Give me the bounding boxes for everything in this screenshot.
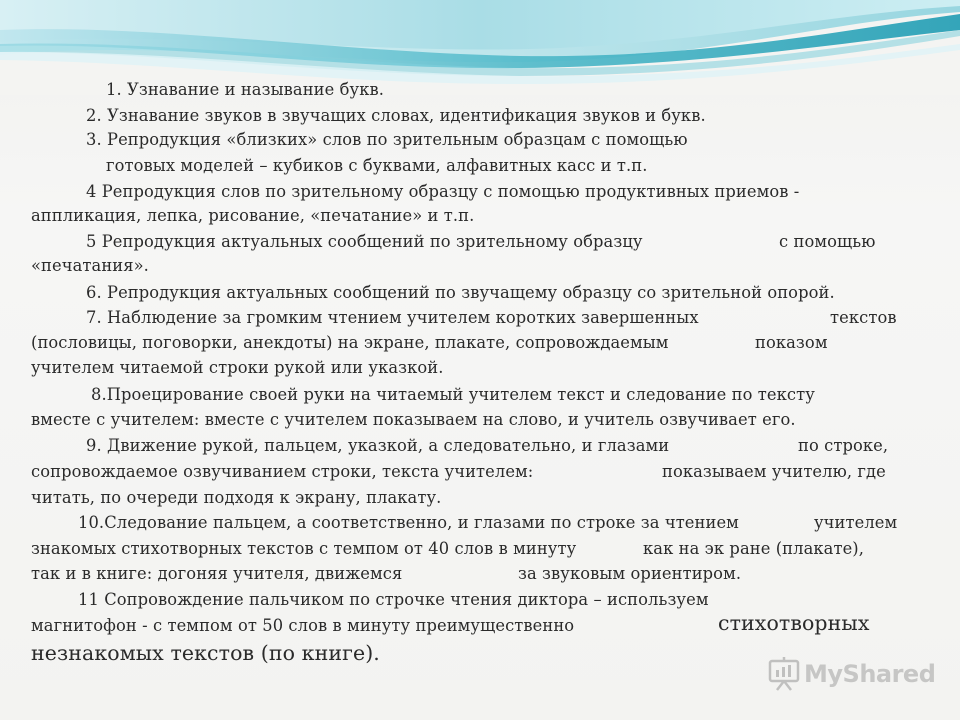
text-line-17: читать, по очереди подходя к экрану, плакату. (31, 488, 442, 507)
text-line-20b: за звуковым ориентиром. (518, 564, 742, 583)
text-line-23: незнакомых текстов (по книге). (31, 641, 380, 665)
text-line-11a: (пословицы, поговорки, анекдоты) на экране, плакате, сопровождаемым (31, 333, 669, 352)
text-line-18a: 10.Следование пальцем, а соответственно, и глазами по строке за чтением (78, 513, 739, 532)
text-line-6: аппликация, лепка, рисование, «печатание» и т.п. (31, 206, 475, 225)
text-line-10b: текстов (830, 308, 897, 327)
text-line-8: «печатания». (31, 256, 149, 275)
watermark-label: MyShared (804, 660, 936, 688)
text-line-15a: 9. Движение рукой, пальцем, указкой, а следовательно, и глазами (86, 436, 670, 455)
text-line-4: готовых моделей – кубиков с буквами, алфавитных касс и т.п. (106, 156, 648, 175)
text-line-7b: с помощью (779, 232, 876, 251)
text-line-18b: учителем (814, 513, 898, 532)
text-line-1: 1. Узнавание и называние букв. (106, 80, 385, 99)
slide-presentation-icon (768, 657, 800, 691)
text-line-21: 11 Сопровождение пальчиком по строчке чтения диктора – используем (78, 590, 709, 609)
text-line-19a: знакомых стихотворных текстов с темпом от 40 слов в минуту (31, 539, 577, 558)
text-line-16a: сопровождаемое озвучиванием строки, текста учителем: (31, 462, 534, 481)
text-line-2: 2. Узнавание звуков в звучащих словах, идентификация звуков и букв. (86, 106, 706, 125)
text-line-9: 6. Репродукция актуальных сообщений по звучащему образцу со зрительной опорой. (86, 283, 835, 302)
text-line-20a: так и в книге: догоняя учителя, движемся (31, 564, 403, 583)
text-line-3: 3. Репродукция «близких» слов по зрительным образцам с помощью (86, 130, 688, 149)
text-line-15b: по строке, (798, 436, 889, 455)
text-line-19b: как на эк ране (плакате), (643, 539, 865, 558)
text-line-11b: показом (755, 333, 828, 352)
text-line-14: вместе с учителем: вместе с учителем показываем на слово, и учитель озвучивает его. (31, 410, 796, 429)
text-line-16b: показываем учителю, где (662, 462, 886, 481)
text-line-10a: 7. Наблюдение за громким чтением учителем коротких завершенных (86, 308, 699, 327)
text-line-7a: 5 Репродукция актуальных сообщений по зрительному образцу (86, 232, 643, 251)
text-line-12: учителем читаемой строки рукой или указкой. (31, 358, 444, 377)
text-line-22b: стихотворных (718, 611, 870, 635)
myshared-watermark (768, 655, 936, 695)
text-line-22a: магнитофон - с темпом от 50 слов в минуту преимущественно (31, 616, 575, 635)
text-line-5: 4 Репродукция слов по зрительному образцу с помощью продуктивных приемов - (86, 182, 800, 201)
text-line-13: 8.Проецирование своей руки на читаемый учителем текст и следование по тексту (91, 385, 815, 404)
